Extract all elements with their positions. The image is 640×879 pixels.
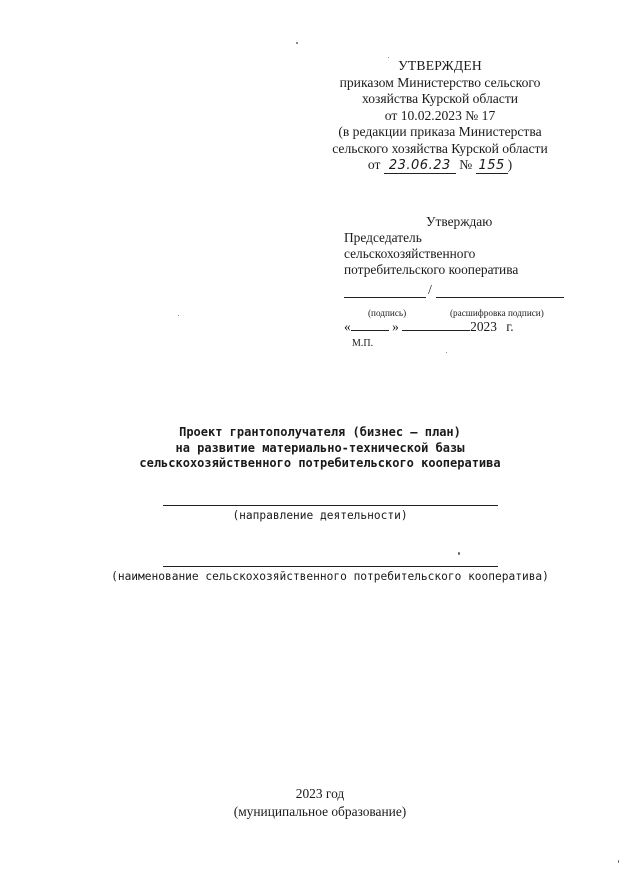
scan-speck <box>178 315 179 316</box>
approval-line: хозяйства Курской области <box>361 91 519 106</box>
date-year: 2023 <box>470 319 497 334</box>
signature-separator: / <box>428 283 432 298</box>
approval-title: УТВЕРЖДЕН <box>398 58 482 73</box>
handwritten-number: 155 <box>476 159 508 174</box>
approval-date-line <box>300 157 580 174</box>
year-suffix: г. <box>506 319 514 334</box>
signature-line <box>344 297 426 298</box>
signature-caption: (подпись) <box>368 308 407 318</box>
scan-speck <box>446 352 447 353</box>
direction-caption: (направление деятельности) <box>232 509 408 522</box>
project-title-line: на развитие материально-технической базы <box>175 440 465 455</box>
approval-line: сельского хозяйства Курской области <box>332 140 548 156</box>
handwritten-date: 23.06.23 <box>384 159 456 174</box>
cooperative-name-caption: (наименование сельскохозяйственного потребительского кооператива) <box>111 570 549 583</box>
position-line: Председатель <box>344 230 422 245</box>
approval-line: (в редакции приказа Министерства <box>338 124 542 139</box>
cooperative-name-line <box>163 566 498 567</box>
from-label: от <box>367 157 381 172</box>
confirmation-block <box>344 214 574 352</box>
signature-row <box>344 283 574 305</box>
seal-label: М.П. <box>352 338 374 349</box>
footer <box>120 785 520 821</box>
footer-municipality: (муниципальное образование) <box>233 804 407 819</box>
scan-speck <box>458 552 460 555</box>
project-title-line: сельскохозяйственного потребительского кооператива <box>139 456 501 470</box>
date-close-quote: » <box>392 319 399 334</box>
date-open-quote: « <box>344 319 351 334</box>
close-paren: ) <box>507 157 513 172</box>
scan-speck <box>618 860 619 863</box>
confirmation-title: Утверждаю <box>426 214 493 229</box>
project-title-line: Проект грантополучателя (бизнес – план) <box>179 425 461 439</box>
approval-line: от 10.02.2023 № 17 <box>384 107 496 123</box>
position-line: потребительского кооператива <box>344 262 519 277</box>
number-sign: № <box>459 157 473 172</box>
approval-line: приказом Министерство сельского <box>339 74 541 90</box>
decipher-line <box>436 297 564 298</box>
project-title <box>60 425 580 472</box>
approval-block <box>300 58 580 174</box>
scan-speck <box>296 42 298 44</box>
footer-year: 2023 год <box>295 786 345 801</box>
decipher-caption: (расшифровка подписи) <box>450 308 544 318</box>
direction-line <box>163 505 498 506</box>
position-line: сельскохозяйственного <box>344 246 476 261</box>
signature-captions <box>344 305 574 317</box>
